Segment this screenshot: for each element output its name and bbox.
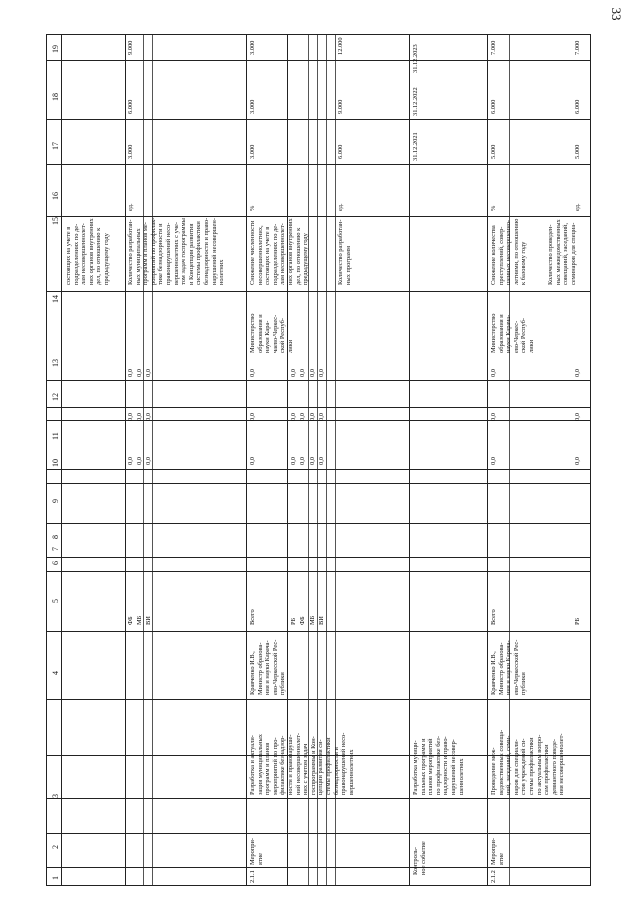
- col-line: [47, 631, 590, 632]
- amount: 0,0: [309, 369, 316, 377]
- row-type: Меропри- ятие: [490, 838, 505, 865]
- amount: 0,0: [574, 457, 581, 465]
- value-19: 7.000: [574, 40, 581, 55]
- divider: [409, 35, 410, 885]
- divider: [61, 35, 62, 885]
- col-line: [47, 469, 590, 470]
- value-17: 6.000: [337, 144, 344, 159]
- col-line: [47, 380, 590, 381]
- date-18: 31.12.2022: [412, 87, 419, 116]
- amount: 0,0: [490, 413, 497, 421]
- amount: 0,0: [145, 369, 152, 377]
- value-18: 6.000: [127, 99, 134, 114]
- col-line: [47, 798, 590, 799]
- value-17: 5.000: [490, 144, 497, 159]
- value-17: 5.000: [574, 144, 581, 159]
- source: ФБ: [127, 616, 134, 625]
- col-num: 10: [51, 459, 60, 467]
- source: МБ: [136, 615, 143, 625]
- amount: 0,0: [318, 457, 325, 465]
- indicator-text: Количество разработан- ных муниципальных программ и планов ме- роприятий по профилак- тике безнадзорности и правонарушений несо- вершеннолетних с уче- том задач госпрограммы и Концепции развития системы профилактики безнадзорности и право- нарушений несовершен- нолетних: [127, 217, 226, 285]
- page-number: 33: [609, 7, 624, 21]
- col-line: [47, 483, 590, 484]
- source: РБ: [290, 617, 297, 625]
- amount: 0,0: [290, 369, 297, 377]
- indicator-text: Количество разработан- ных программ: [337, 219, 352, 285]
- col-line: [47, 523, 590, 524]
- amount: 0,0: [136, 457, 143, 465]
- col-num: 9: [51, 499, 60, 503]
- value-19: 7.000: [490, 40, 497, 55]
- col-line: [47, 699, 590, 700]
- source: ФБ: [299, 616, 306, 625]
- col-num: 14: [51, 295, 60, 303]
- amount: 0,0: [136, 369, 143, 377]
- value-18: 3.000: [249, 99, 256, 114]
- executor: Министерство образования и науки Карача- ево-Черкес- ской Респуб- лики: [490, 313, 535, 353]
- value-18: 6.000: [574, 99, 581, 114]
- col-line: [47, 119, 590, 120]
- amount: 0,0: [290, 413, 297, 421]
- amount: 0,0: [145, 457, 152, 465]
- value-19: 12.000: [337, 37, 344, 55]
- amount: 0,0: [127, 413, 134, 421]
- col-line: [47, 833, 590, 834]
- unit: ед.: [127, 203, 134, 211]
- col-line: [47, 571, 590, 572]
- responsible: Кравченко И.В., Министр образова- ния и науки Карача- ево-Черкесской Рес- публики: [249, 639, 287, 695]
- amount: 0,0: [290, 457, 297, 465]
- value-19: 9.000: [127, 40, 134, 55]
- date-17: 31.12.2021: [412, 132, 419, 161]
- col-num: 13: [51, 359, 60, 367]
- unit: ед.: [574, 203, 581, 211]
- value-17: 3.000: [127, 144, 134, 159]
- amount: 0,0: [145, 413, 152, 421]
- col-line: [47, 60, 590, 61]
- row-type: Контроль- ное событие: [412, 841, 427, 875]
- col-num: 11: [51, 432, 60, 440]
- amount: 0,0: [309, 457, 316, 465]
- amount: 0,0: [574, 413, 581, 421]
- col-line: [47, 164, 590, 165]
- col-num: 18: [51, 93, 60, 101]
- value-17: 3.000: [249, 144, 256, 159]
- indicator-text: Количество проведен- ных межведомственных совещаний, заседаний, семинаров для специа-: [547, 219, 577, 285]
- value-18: 9.000: [337, 99, 344, 114]
- col-line: [47, 557, 590, 558]
- amount: 0,0: [309, 413, 316, 421]
- source: ВИ: [318, 616, 325, 625]
- col-num: 4: [51, 671, 60, 675]
- amount: 0,0: [574, 369, 581, 377]
- executor: Министерство образования и науки Кара- чаево-Черкес- ской Респуб- лики: [249, 313, 294, 353]
- row-type: Меропри- ятие: [249, 838, 264, 865]
- col-num: 7: [51, 547, 60, 551]
- amount: 0,0: [299, 413, 306, 421]
- row-name: Разработка муници- пальных программ и планов мероприятий по профилактике без- надзорности и право- нарушений несовер- шеннолетних: [412, 736, 465, 795]
- col-num: 15: [51, 217, 60, 225]
- amount: 0,0: [127, 457, 134, 465]
- indicator-text: Снижение количества преступлений, совер- шенных несовершенно- летними, по отношению к базовому году: [490, 218, 528, 285]
- amount: 0,0: [249, 413, 256, 421]
- source: Всего: [249, 609, 256, 625]
- row-number: 2.1.1: [249, 870, 256, 883]
- col-num: 6: [51, 561, 60, 565]
- amount: 0,0: [136, 413, 143, 421]
- unit: %: [490, 205, 497, 211]
- amount: 0,0: [249, 457, 256, 465]
- col-num: 19: [51, 45, 60, 53]
- divider: [487, 35, 488, 885]
- rotated-table: [46, 34, 591, 886]
- row-name: Проведение меж- ведомственных совеща- ний, заседаний, семи- наров для специали- стов учреждений си- стемы профилактики по актуальным вопро- сам профилактики девиантного поведе- ния несовершеннолет-: [490, 729, 566, 795]
- value-19: 3.000: [249, 40, 256, 55]
- row-number: 2.1.2: [490, 870, 497, 883]
- amount: 0,0: [127, 369, 134, 377]
- amount: 0,0: [490, 457, 497, 465]
- unit: %: [249, 205, 256, 211]
- indicator-text: состоящих на учете в подразделениях по де- лам несовершеннолет- них органов внутренних дел, по отношению к предыдущему году: [65, 218, 110, 285]
- row-name: Разработка и актуали- зация муниципальных программ и планов мероприятий по про- филактике безнадзор- ности и правонаруше- ний несовершеннолет- них с учетом задач госпрограммы и Кон- цепции развития си- стемы профилактики безнадзорности и правонарушений несо- вершеннолетних: [249, 732, 355, 795]
- value-18: 6.000: [490, 99, 497, 114]
- source: ВИ: [145, 616, 152, 625]
- source: Всего: [490, 609, 497, 625]
- amount: 0,0: [490, 369, 497, 377]
- col-num: 17: [51, 142, 60, 150]
- amount: 0,0: [299, 369, 306, 377]
- col-num: 1: [51, 876, 60, 880]
- col-num: 5: [51, 599, 60, 603]
- source: МБ: [309, 615, 316, 625]
- col-num: 3: [51, 794, 60, 798]
- date-19: 31.12.2023: [412, 44, 419, 73]
- divider: [246, 35, 247, 885]
- col-line: [47, 867, 590, 868]
- col-line: [47, 407, 590, 408]
- col-num: 8: [51, 535, 60, 539]
- unit: ед.: [337, 203, 344, 211]
- amount: 0,0: [318, 413, 325, 421]
- amount: 0,0: [299, 457, 306, 465]
- col-num: 2: [51, 845, 60, 849]
- source: РБ: [574, 617, 581, 625]
- col-line: [47, 291, 590, 292]
- col-num: 12: [51, 393, 60, 401]
- amount: 0,0: [249, 369, 256, 377]
- col-num: 16: [51, 192, 60, 200]
- divider: [125, 35, 126, 885]
- amount: 0,0: [318, 369, 325, 377]
- indicator-text: Снижение численности несовершеннолетних, состоящих на учете в подразделениях по де- лам несовершеннолет- них органов внутренних дел, по отношению к предыдущему году: [249, 218, 310, 285]
- responsible: Кравченко И.В., Министр образова- ния и науки Карача- ево-Черкесской Рес- публики: [490, 639, 528, 695]
